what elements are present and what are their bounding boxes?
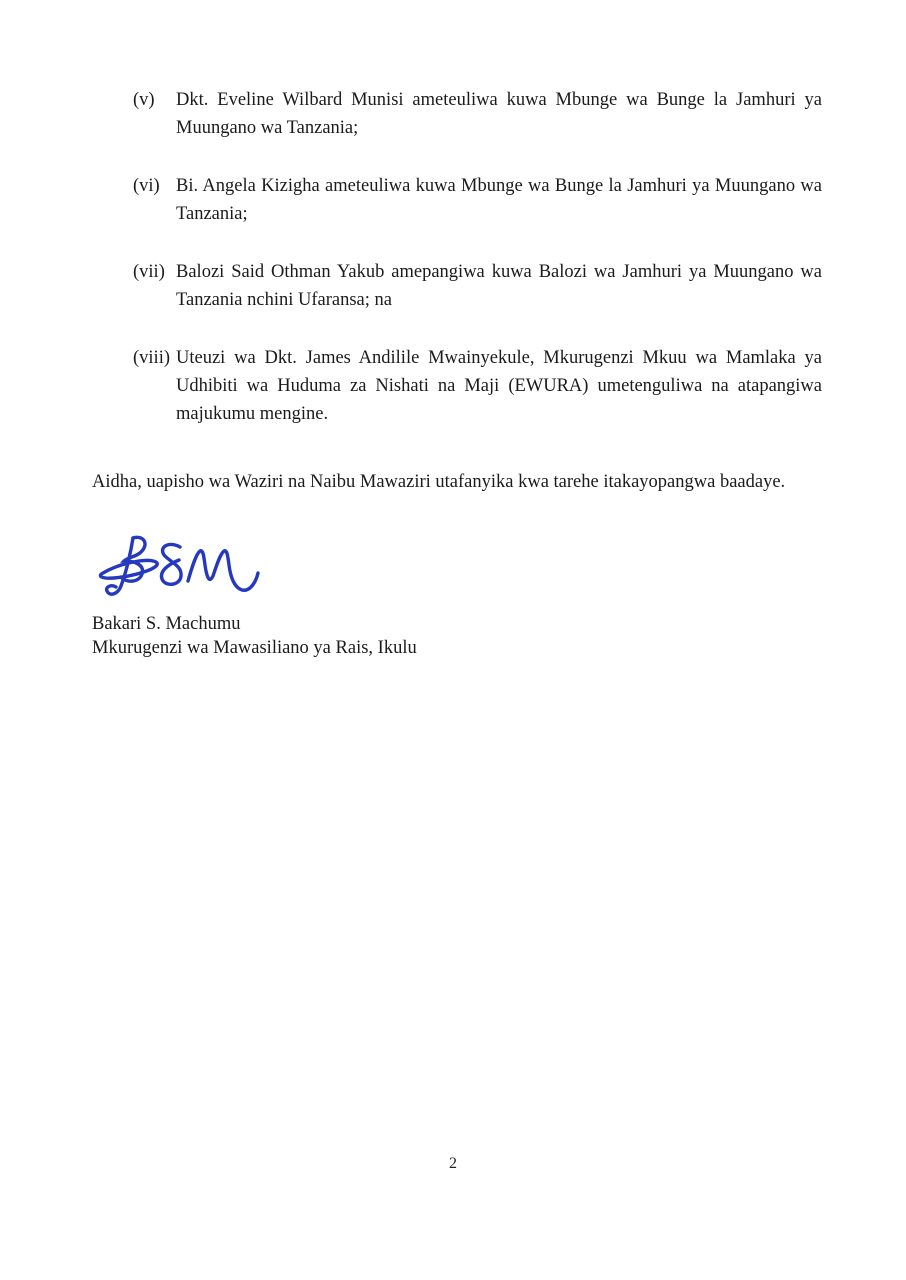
list-item-text: Bi. Angela Kizigha ameteuliwa kuwa Mbunge wa Bunge la Jamhuri ya Muungano wa Tanzania; — [176, 176, 822, 224]
signer-name: Bakari S. Machumu — [92, 614, 241, 634]
list-item — [92, 258, 822, 314]
list-item — [92, 172, 822, 228]
list-item-text: Uteuzi wa Dkt. James Andilile Mwainyekule, Mkurugenzi Mkuu wa Mamlaka ya Udhibiti wa Huduma za Nishati na Maji (EWURA) umetenguliwa na atapangiwa majukumu mengine. — [176, 348, 822, 424]
signature-block — [92, 532, 822, 660]
page-number: 2 — [449, 1155, 457, 1172]
list-item — [92, 344, 822, 428]
list-item-marker: (vi) — [133, 176, 160, 196]
list-item-text: Balozi Said Othman Yakub amepangiwa kuwa Balozi wa Jamhuri ya Muungano wa Tanzania nchini Ufaransa; na — [176, 262, 822, 310]
list-item-marker: (vii) — [133, 262, 165, 282]
list-item-marker: (v) — [133, 90, 155, 110]
signature-scribble-icon — [94, 532, 264, 602]
list-item-marker: (viii) — [133, 348, 170, 368]
closing-paragraph: Aidha, uapisho wa Waziri na Naibu Mawaziri utafanyika kwa tarehe itakayopangwa baadaye. — [92, 472, 786, 492]
signer-title: Mkurugenzi wa Mawasiliano ya Rais, Ikulu — [92, 638, 417, 658]
list-item — [92, 86, 822, 142]
list-item-text: Dkt. Eveline Wilbard Munisi ameteuliwa kuwa Mbunge wa Bunge la Jamhuri ya Muungano wa Tanzania; — [176, 90, 822, 138]
